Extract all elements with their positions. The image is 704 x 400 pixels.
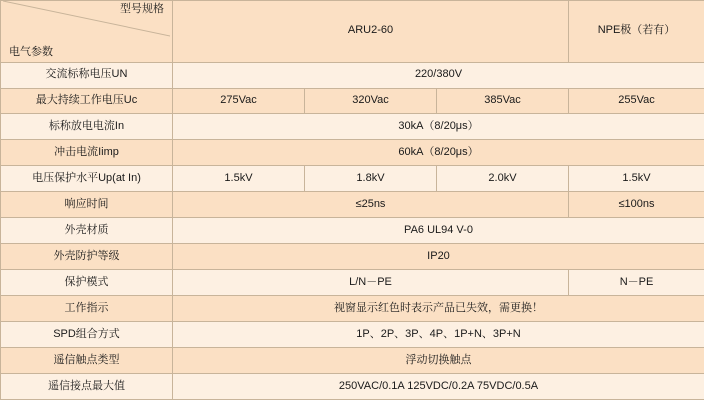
row-value-merged: 30kA（8/20μs）	[173, 114, 704, 140]
table-row	[1, 322, 704, 348]
corner-header-model-label: 型号规格	[120, 3, 164, 15]
row-label: 响应时间	[1, 192, 173, 218]
row-value-npe: ≤100ns	[569, 192, 704, 218]
table-row	[1, 192, 704, 218]
row-value: 2.0kV	[437, 166, 569, 192]
row-value: 320Vac	[305, 88, 437, 114]
table-row	[1, 270, 704, 296]
corner-header-param-label: 电气参数	[9, 45, 53, 58]
row-value-merged: IP20	[173, 244, 704, 270]
row-label: 工作指示	[1, 296, 173, 322]
header-npe-value: NPE极（若有）	[569, 1, 704, 63]
table-row	[1, 62, 704, 88]
header-model-value: ARU2-60	[173, 1, 569, 63]
row-label: 保护模式	[1, 270, 173, 296]
row-label: 交流标称电压UN	[1, 62, 173, 88]
row-label: 遥信接点最大值	[1, 374, 173, 400]
table-header-row	[1, 1, 704, 63]
table-row	[1, 218, 704, 244]
row-value: 1.8kV	[305, 166, 437, 192]
row-label: 遥信触点类型	[1, 348, 173, 374]
row-value-merged: ≤25ns	[173, 192, 569, 218]
row-label: 电压保护水平Up(at In)	[1, 166, 173, 192]
row-label: 外壳材质	[1, 218, 173, 244]
row-value: 1.5kV	[173, 166, 305, 192]
row-value-merged: 1P、2P、3P、4P、1P+N、3P+N	[173, 322, 704, 348]
row-value: 385Vac	[437, 88, 569, 114]
row-value-merged: 250VAC/0.1A 125VDC/0.2A 75VDC/0.5A	[173, 374, 704, 400]
row-value-merged: 60kA（8/20μs）	[173, 140, 704, 166]
row-value-merged: 视窗显示红色时表示产品已失效，需更换！	[173, 296, 704, 322]
table-row	[1, 166, 704, 192]
row-value-merged: 220/380V	[173, 62, 704, 88]
row-label: 外壳防护等级	[1, 244, 173, 270]
row-value-merged: L/N－PE	[173, 270, 569, 296]
table-row	[1, 348, 704, 374]
row-label: 标称放电电流In	[1, 114, 173, 140]
row-label: SPD组合方式	[1, 322, 173, 348]
table-row	[1, 244, 704, 270]
table-row	[1, 114, 704, 140]
row-value-npe: 255Vac	[569, 88, 704, 114]
row-label: 最大持续工作电压Uc	[1, 88, 173, 114]
row-value-merged: 浮动切换触点	[173, 348, 704, 374]
table-row	[1, 374, 704, 400]
row-value-npe: 1.5kV	[569, 166, 704, 192]
row-value-merged: PA6 UL94 V-0	[173, 218, 704, 244]
row-value: 275Vac	[173, 88, 305, 114]
table-row	[1, 296, 704, 322]
corner-header-cell	[1, 1, 173, 63]
row-value-npe: N－PE	[569, 270, 704, 296]
table-row	[1, 140, 704, 166]
table-row	[1, 88, 704, 114]
row-label: 冲击电流Iimp	[1, 140, 173, 166]
